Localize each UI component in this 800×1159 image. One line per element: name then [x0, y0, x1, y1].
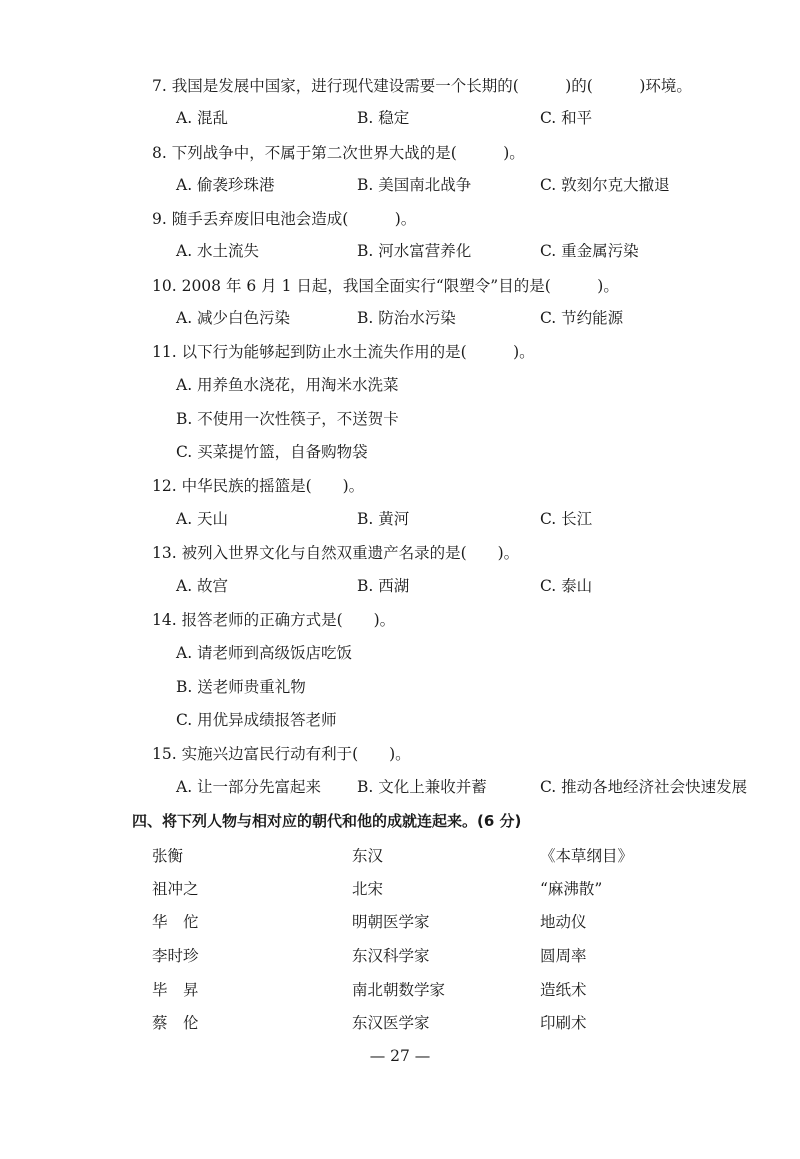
question-12: 12. 中华民族的摇篮是( )。 [152, 477, 365, 495]
q13-option-b: B. 西湖 [357, 577, 410, 595]
q7-option-b: B. 稳定 [357, 109, 410, 127]
question-13: 13. 被列入世界文化与自然双重遗产名录的是( )。 [152, 544, 520, 562]
q9-option-b: B. 河水富营养化 [357, 242, 472, 260]
match-dynasty: 东汉 [352, 847, 384, 865]
q10-option-a: A. 减少白色污染 [176, 309, 291, 327]
match-achievement: 印刷术 [540, 1014, 587, 1032]
section-4-title: 四、将下列人物与相对应的朝代和他的成就连起来。(6 分) [132, 812, 522, 830]
q14-option-c: C. 用优异成绩报答老师 [176, 711, 337, 729]
q11-option-c: C. 买菜提竹篮，自备购物袋 [176, 443, 368, 461]
match-person: 祖冲之 [152, 880, 199, 898]
q14-option-a: A. 请老师到高级饭店吃饭 [176, 644, 353, 662]
match-dynasty: 北宋 [352, 880, 384, 898]
question-10: 10. 2008 年 6 月 1 日起，我国全面实行“限塑令”目的是( )。 [152, 277, 619, 295]
question-9: 9. 随手丢弃废旧电池会造成( )。 [152, 210, 417, 228]
match-dynasty: 东汉医学家 [352, 1014, 430, 1032]
q7-option-c: C. 和平 [540, 109, 593, 127]
q10-option-c: C. 节约能源 [540, 309, 624, 327]
q9-option-c: C. 重金属污染 [540, 242, 639, 260]
q15-option-a: A. 让一部分先富起来 [176, 778, 322, 796]
question-7: 7. 我国是发展中国家，进行现代建设需要一个长期的( )的( )环境。 [152, 77, 692, 95]
q8-option-c: C. 敦刻尔克大撤退 [540, 176, 670, 194]
match-person: 华 佗 [152, 913, 199, 931]
question-8: 8. 下列战争中，不属于第二次世界大战的是( )。 [152, 144, 525, 162]
q12-option-a: A. 天山 [176, 510, 229, 528]
match-dynasty: 南北朝数学家 [352, 981, 446, 999]
q8-option-b: B. 美国南北战争 [357, 176, 472, 194]
q15-option-c: C. 推动各地经济社会快速发展 [540, 778, 748, 796]
q8-option-a: A. 偷袭珍珠港 [176, 176, 275, 194]
match-person: 蔡 伦 [152, 1014, 199, 1032]
question-11: 11. 以下行为能够起到防止水土流失作用的是( )。 [152, 343, 535, 361]
match-person: 毕 昇 [152, 981, 199, 999]
q7-option-a: A. 混乱 [176, 109, 229, 127]
q15-option-b: B. 文化上兼收并蓄 [357, 778, 487, 796]
match-achievement: 圆周率 [540, 947, 587, 965]
q9-option-a: A. 水土流失 [176, 242, 260, 260]
q10-option-b: B. 防治水污染 [357, 309, 456, 327]
q12-option-b: B. 黄河 [357, 510, 410, 528]
match-achievement: 造纸术 [540, 981, 587, 999]
q11-option-b: B. 不使用一次性筷子，不送贺卡 [176, 410, 399, 428]
match-person: 李时珍 [152, 947, 199, 965]
match-dynasty: 明朝医学家 [352, 913, 430, 931]
match-dynasty: 东汉科学家 [352, 947, 430, 965]
question-14: 14. 报答老师的正确方式是( )。 [152, 611, 396, 629]
q11-option-a: A. 用养鱼水浇花，用淘米水洗菜 [176, 376, 399, 394]
q14-option-b: B. 送老师贵重礼物 [176, 678, 306, 696]
match-achievement: “麻沸散” [540, 880, 603, 898]
q12-option-c: C. 长江 [540, 510, 593, 528]
match-person: 张衡 [152, 847, 184, 865]
q13-option-a: A. 故宫 [176, 577, 229, 595]
q13-option-c: C. 泰山 [540, 577, 593, 595]
page-number: — 27 — [369, 1047, 431, 1065]
question-15: 15. 实施兴边富民行动有利于( )。 [152, 745, 411, 763]
match-achievement: 《本草纲目》 [540, 847, 634, 865]
match-achievement: 地动仪 [540, 913, 587, 931]
